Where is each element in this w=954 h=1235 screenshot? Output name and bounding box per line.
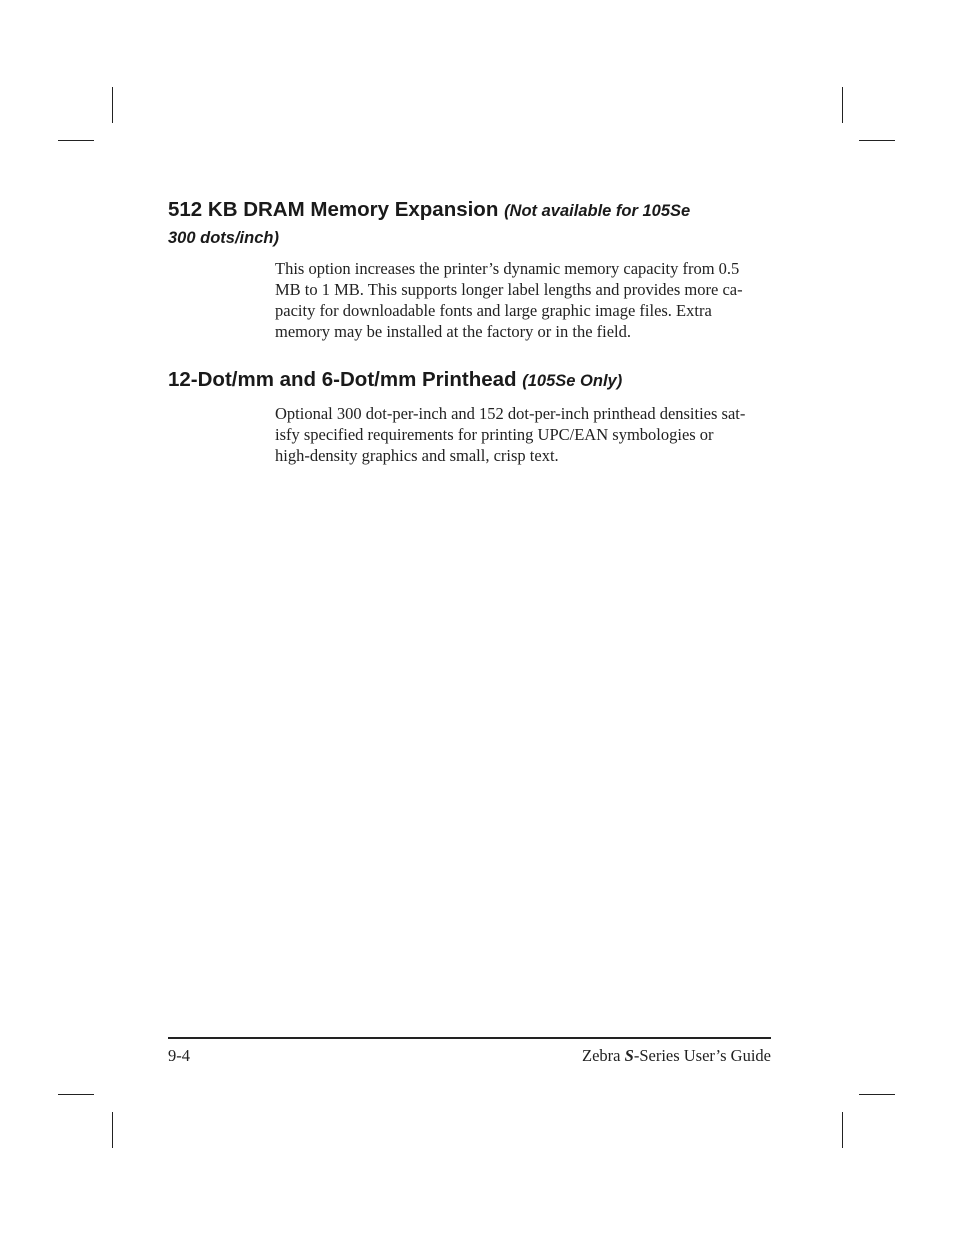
section-body-printhead	[275, 403, 775, 466]
section-title: 12-Dot/mm and 6-Dot/mm Printhead	[168, 368, 517, 391]
crop-mark	[859, 140, 895, 141]
crop-mark	[859, 1094, 895, 1095]
guide-title-emphasis: S	[624, 1046, 634, 1065]
body-line: pacity for downloadable fonts and large graphic image files. Extra	[275, 301, 712, 320]
footer-rule	[168, 1037, 771, 1039]
crop-mark	[112, 1112, 113, 1148]
body-line: Optional 300 dot-per-inch and 152 dot-per-inch printhead densities sat-	[275, 404, 746, 423]
body-line: isfy specified requirements for printing UPC/EAN symbologies or	[275, 425, 714, 444]
section-qualifier-continued: 300 dots/inch)	[168, 229, 279, 247]
crop-mark	[842, 87, 843, 123]
section-body-dram	[275, 258, 775, 342]
crop-mark	[58, 140, 94, 141]
section-heading-printhead	[168, 367, 768, 394]
section-qualifier: (Not available for 105Se	[504, 202, 691, 220]
body-line: This option increases the printer’s dynamic memory capacity from 0.5	[275, 259, 740, 278]
body-line: MB to 1 MB. This supports longer label lengths and provides more ca-	[275, 280, 743, 299]
guide-title	[582, 1045, 771, 1066]
section-qualifier: (105Se Only)	[522, 372, 623, 390]
body-line: memory may be installed at the factory or in the field.	[275, 322, 632, 341]
section-heading-dram	[168, 197, 768, 251]
crop-mark	[58, 1094, 94, 1095]
body-line: high-density graphics and small, crisp text.	[275, 446, 559, 465]
guide-title-prefix: Zebra	[582, 1046, 625, 1065]
page-number: 9-4	[168, 1046, 190, 1065]
section-title: 512 KB DRAM Memory Expansion	[168, 198, 499, 221]
crop-mark	[112, 87, 113, 123]
crop-mark	[842, 1112, 843, 1148]
guide-title-suffix: -Series User’s Guide	[633, 1046, 771, 1065]
